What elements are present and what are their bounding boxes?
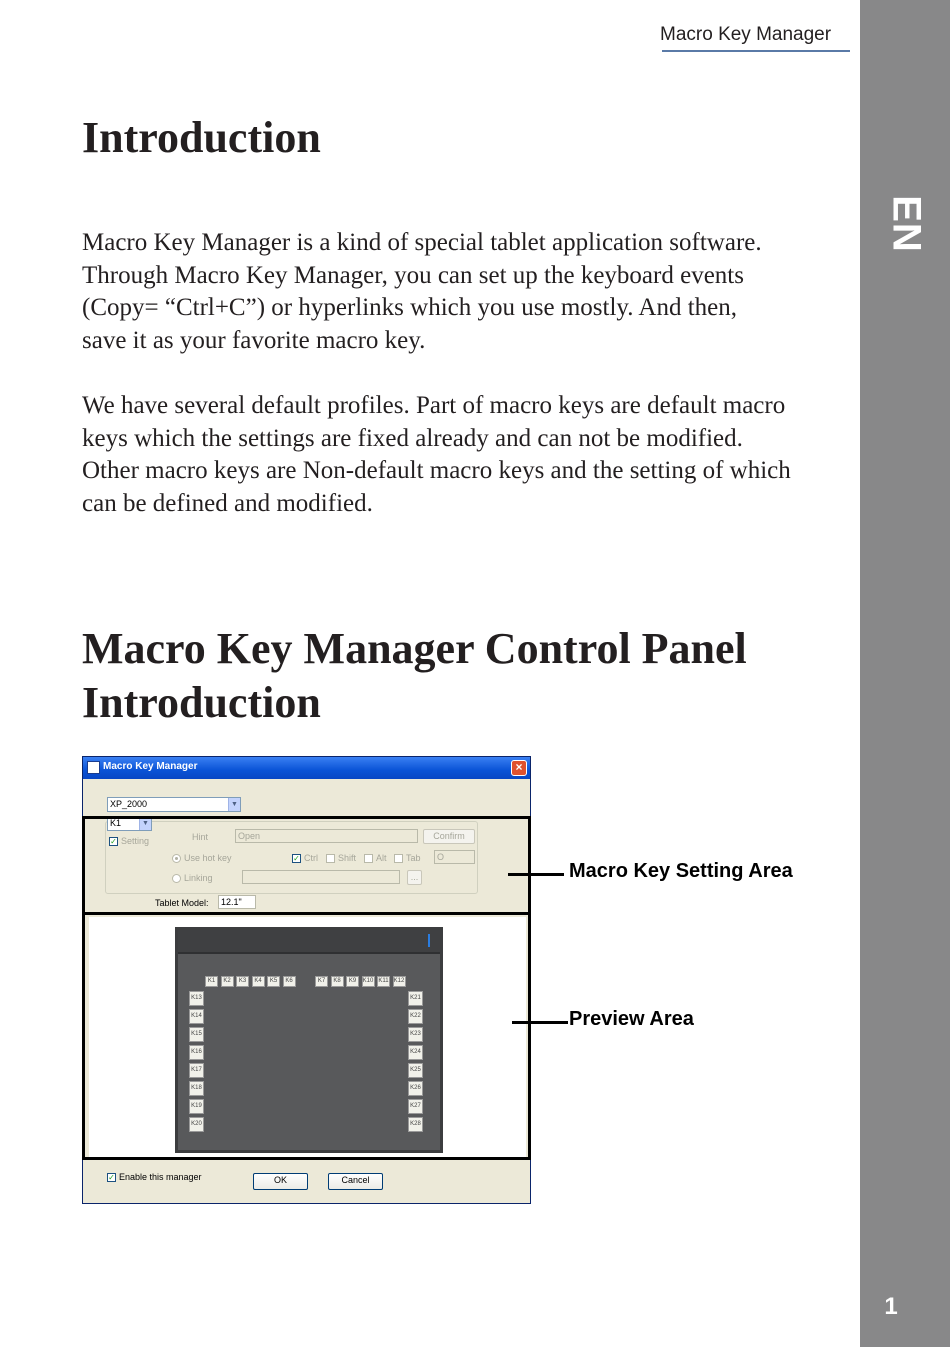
language-tab — [884, 190, 929, 258]
profile-select-value: XP_2000 — [110, 799, 148, 809]
macro-key-button[interactable]: K8 — [331, 976, 344, 987]
macro-key-button[interactable]: K25 — [408, 1063, 423, 1078]
macro-key-button[interactable]: K10 — [362, 976, 375, 987]
macro-key-button[interactable]: K3 — [236, 976, 249, 987]
macro-key-button[interactable]: K23 — [408, 1027, 423, 1042]
profile-select[interactable] — [107, 797, 241, 812]
enable-manager-label: Enable this manager — [119, 1172, 202, 1182]
close-button[interactable]: × — [511, 760, 527, 776]
macro-key-button[interactable]: K24 — [408, 1045, 423, 1060]
hotkey-select[interactable]: O — [434, 850, 475, 864]
macro-key-button[interactable]: K26 — [408, 1081, 423, 1096]
language-tab-label: EN — [884, 195, 929, 253]
macro-key-button[interactable]: K4 — [252, 976, 265, 987]
tablet-model-label: Tablet Model: — [155, 898, 209, 908]
ctrl-label: Ctrl — [304, 853, 318, 863]
ctrl-checkbox[interactable]: ✓ — [293, 854, 300, 863]
use-hot-key-label: Use hot key — [184, 853, 232, 863]
preview-area-callout: Preview Area — [569, 1008, 694, 1030]
window-title-bar — [83, 757, 530, 779]
ok-button[interactable]: OK — [253, 1173, 308, 1190]
tablet-model-value[interactable]: 12.1" — [218, 895, 256, 909]
text-line: can be defined and modified. — [82, 489, 373, 517]
macro-key-button[interactable]: K20 — [189, 1117, 204, 1132]
heading-line: Macro Key Manager Control Panel — [82, 624, 747, 673]
macro-key-button[interactable]: K22 — [408, 1009, 423, 1024]
setting-area-callout: Macro Key Setting Area — [569, 860, 793, 882]
macro-key-button[interactable]: K28 — [408, 1117, 423, 1132]
page-number: 1 — [884, 1293, 898, 1320]
hint-label: Hint — [192, 832, 209, 842]
text-line: save it as your favorite macro key. — [82, 326, 426, 354]
macro-key-button[interactable]: K1 — [205, 976, 218, 987]
text-line: (Copy= “Ctrl+C”) or hyperlinks which you use mostly. And then, — [82, 294, 737, 322]
macro-key-button[interactable]: K17 — [189, 1063, 204, 1078]
setting-checkbox[interactable]: ✓ — [110, 837, 117, 846]
text-line: Macro Key Manager is a kind of special tablet application software. — [82, 229, 762, 256]
macro-key-button[interactable]: K27 — [408, 1099, 423, 1114]
macro-key-button[interactable]: K18 — [189, 1081, 204, 1096]
macro-key-button[interactable]: K16 — [189, 1045, 204, 1060]
intro-paragraph-2 — [82, 390, 842, 520]
macro-key-button[interactable]: K12 — [393, 976, 406, 987]
setting-label: Setting — [121, 836, 150, 846]
text-line: keys which the settings are fixed already and can not be modified. — [82, 424, 743, 452]
confirm-button[interactable]: Confirm — [423, 829, 475, 844]
setting-area-pointer — [508, 873, 564, 876]
text-line: Through Macro Key Manager, you can set up the keyboard events — [82, 261, 744, 289]
intro-heading: Introduction — [82, 113, 321, 162]
browse-button[interactable]: ... — [407, 870, 422, 885]
text-line: We have several default profiles. Part of macro keys are default macro — [82, 392, 786, 419]
macro-key-button[interactable]: K7 — [315, 976, 328, 987]
app-icon — [87, 761, 100, 774]
preview-area-highlight — [82, 912, 531, 1160]
macro-key-button[interactable]: K11 — [377, 976, 390, 987]
enable-manager-checkbox[interactable]: ✓ — [108, 1173, 115, 1182]
chevron-down-icon: ▼ — [139, 817, 151, 830]
macro-key-button[interactable]: K14 — [189, 1009, 204, 1024]
alt-label: Alt — [376, 853, 387, 863]
setting-area-highlight — [82, 816, 531, 915]
macro-key-button[interactable]: K13 — [189, 991, 204, 1006]
window-title: Macro Key Manager — [103, 761, 198, 772]
chevron-down-icon: ▼ — [228, 798, 240, 811]
macro-key-button[interactable]: K5 — [267, 976, 280, 987]
intro-paragraph-1 — [82, 227, 842, 357]
running-header: Macro Key Manager — [660, 24, 832, 45]
macro-key-button[interactable]: K6 — [283, 976, 296, 987]
hint-input[interactable]: Open — [235, 829, 418, 843]
cancel-button[interactable]: Cancel — [328, 1173, 383, 1190]
heading-line: Introduction — [82, 678, 321, 727]
macro-key-button[interactable]: K15 — [189, 1027, 204, 1042]
linking-label: Linking — [184, 873, 213, 883]
text-line: Other macro keys are Non-default macro keys and the setting of which — [82, 457, 791, 485]
control-panel-heading — [82, 622, 747, 730]
header-rule — [662, 50, 850, 52]
macro-key-button[interactable]: K2 — [221, 976, 234, 987]
macro-key-button[interactable]: K9 — [346, 976, 359, 987]
macro-key-button[interactable]: K19 — [189, 1099, 204, 1114]
shift-label: Shift — [338, 853, 357, 863]
preview-area-pointer — [512, 1021, 568, 1024]
tab-label: Tab — [406, 853, 421, 863]
macro-key-button[interactable]: K21 — [408, 991, 423, 1006]
key-select-value: K1 — [110, 818, 122, 828]
